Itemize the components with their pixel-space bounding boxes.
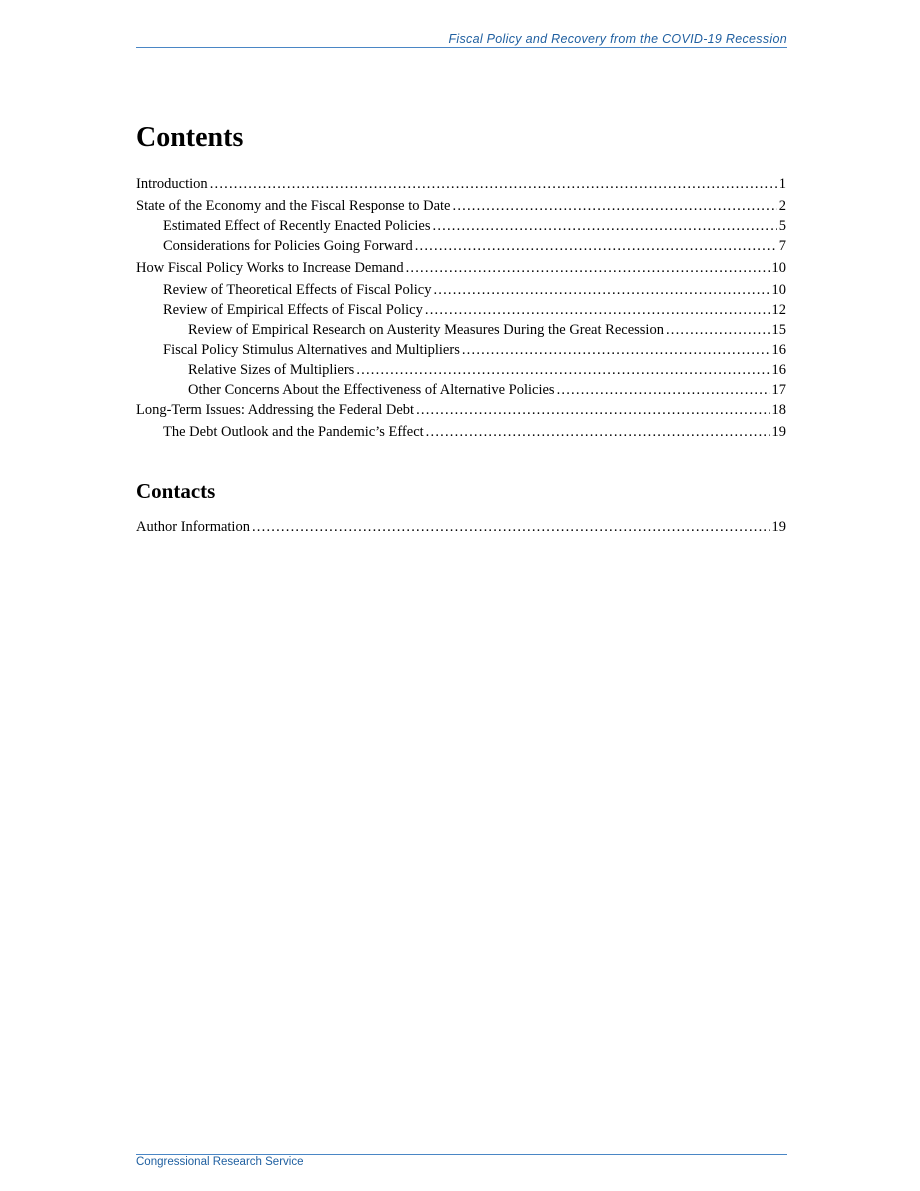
contacts-heading: Contacts (136, 479, 216, 503)
toc-entry-title: Considerations for Policies Going Forward (163, 238, 413, 254)
toc-entry-page: 5 (778, 218, 786, 234)
toc-entry-page: 18 (771, 402, 786, 418)
toc-leader-dots (252, 517, 770, 537)
toc-leader-dots (453, 196, 777, 216)
toc-entry[interactable] (136, 320, 786, 340)
toc-entry-title: Review of Empirical Effects of Fiscal Policy (163, 302, 423, 318)
footer-publisher: Congressional Research Service (136, 1156, 304, 1168)
toc-entry-page: 16 (771, 362, 786, 378)
toc-entry-page: 19 (771, 519, 786, 535)
toc-entry-title: Other Concerns About the Effectiveness of Alternative Policies (188, 382, 555, 398)
toc-entry[interactable] (136, 236, 786, 256)
toc-leader-dots (666, 320, 770, 340)
toc-entry-page: 15 (771, 322, 786, 338)
contents-heading: Contents (136, 122, 244, 153)
running-header-title: Fiscal Policy and Recovery from the COVID-19 Recession (448, 32, 787, 46)
toc-entry-title: Fiscal Policy Stimulus Alternatives and Multipliers (163, 342, 460, 358)
toc-entry-page: 12 (771, 302, 786, 318)
toc-entry-title: The Debt Outlook and the Pandemic’s Effect (163, 424, 424, 440)
toc-entry-title: Review of Empirical Research on Austerity Measures During the Great Recession (188, 322, 664, 338)
toc-leader-dots (426, 422, 770, 442)
toc-entry-page: 17 (771, 382, 786, 398)
toc-entry[interactable] (136, 300, 786, 320)
toc-entry-title: State of the Economy and the Fiscal Response to Date (136, 198, 451, 214)
toc-entry[interactable] (136, 174, 786, 194)
toc-entry[interactable] (136, 280, 786, 300)
toc-entry-title: Long-Term Issues: Addressing the Federal Debt (136, 402, 415, 418)
toc-entry-page: 2 (778, 198, 786, 214)
toc-entry-page: 19 (771, 424, 786, 440)
toc-leader-dots (210, 174, 777, 194)
toc-entry-title: Introduction (136, 176, 208, 192)
toc-entry[interactable] (136, 380, 786, 400)
toc-entry[interactable] (136, 517, 786, 537)
toc-leader-dots (415, 236, 777, 256)
toc-leader-dots (433, 216, 777, 236)
table-of-contents (136, 174, 786, 442)
toc-entry[interactable] (136, 422, 786, 442)
toc-entry-page: 10 (771, 282, 786, 298)
toc-leader-dots (356, 360, 769, 380)
toc-entry[interactable] (136, 340, 786, 360)
toc-entry-page: 1 (778, 176, 786, 192)
toc-entry-title: How Fiscal Policy Works to Increase Demand (136, 260, 404, 276)
toc-entry-page: 16 (771, 342, 786, 358)
toc-entry-title: Review of Theoretical Effects of Fiscal Policy (163, 282, 432, 298)
header-rule (136, 47, 787, 48)
toc-entry[interactable] (136, 400, 786, 420)
toc-entry[interactable] (136, 360, 786, 380)
toc-entry-page: 7 (778, 238, 786, 254)
toc-entry-page: 10 (771, 260, 786, 276)
toc-leader-dots (406, 258, 770, 278)
footer-rule (136, 1154, 787, 1155)
toc-entry-title: Author Information (136, 519, 250, 535)
toc-entry[interactable] (136, 216, 786, 236)
toc-leader-dots (425, 300, 770, 320)
toc-entry-title: Estimated Effect of Recently Enacted Policies (163, 218, 431, 234)
toc-leader-dots (433, 280, 769, 300)
toc-leader-dots (557, 380, 770, 400)
toc-leader-dots (416, 400, 769, 420)
toc-leader-dots (462, 340, 770, 360)
contacts-list (136, 517, 786, 537)
toc-entry-title: Relative Sizes of Multipliers (188, 362, 355, 378)
toc-entry[interactable] (136, 258, 786, 278)
toc-entry[interactable] (136, 196, 786, 216)
